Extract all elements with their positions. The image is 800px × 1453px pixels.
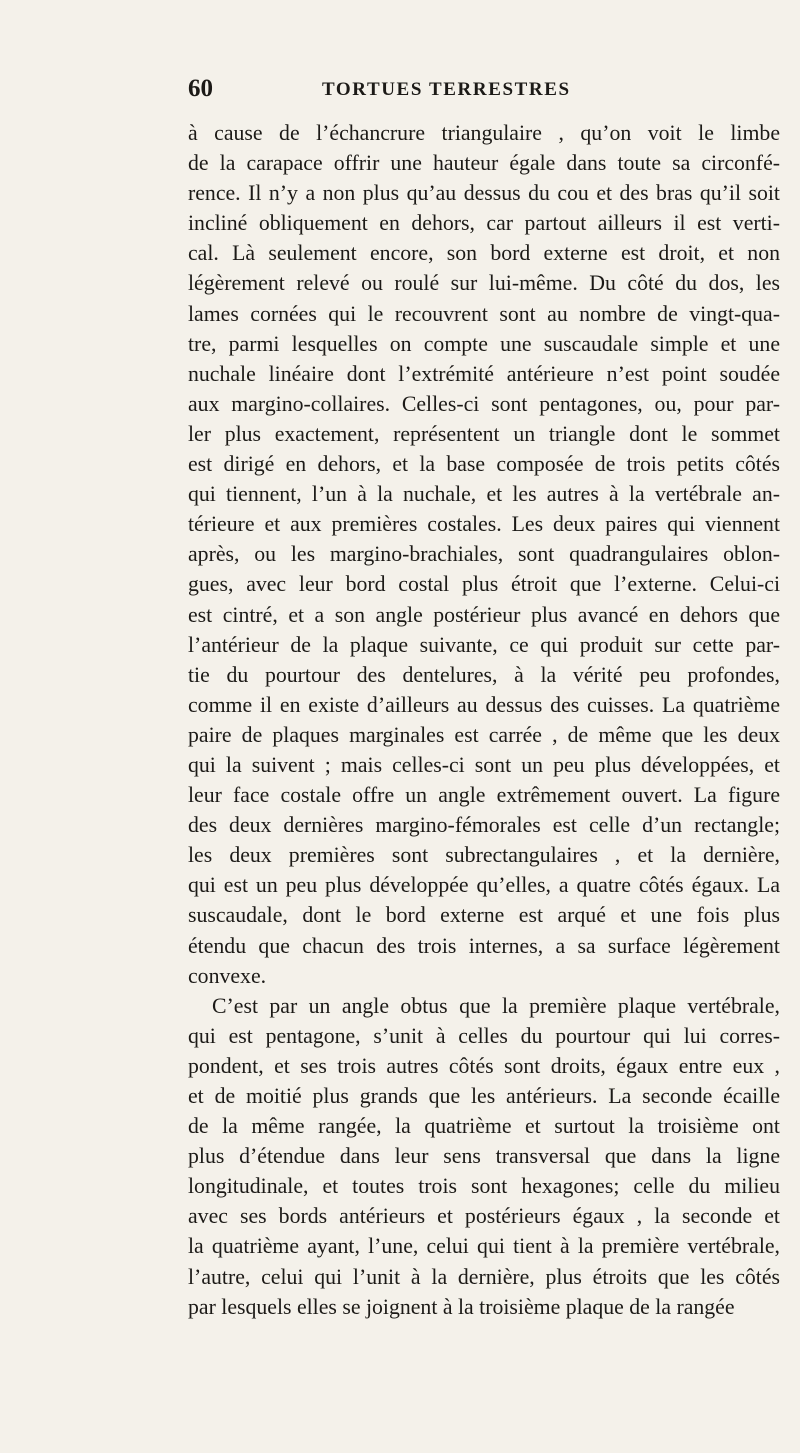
text-line: avec ses bords antérieurs et postérieurs égaux , la seconde et: [188, 1204, 780, 1229]
text-line: paire de plaques marginales est carrée , de même que les deux: [188, 722, 780, 747]
text-line: légèrement relevé ou roulé sur lui-même. Du côté du dos, les: [188, 271, 780, 296]
running-title: TORTUES TERRESTRES: [322, 79, 571, 100]
body-text: [188, 118, 780, 1322]
text-line: qui est pentagone, s’unit à celles du pourtour qui lui corres-: [188, 1023, 780, 1048]
text-line: qui tiennent, l’un à la nuchale, et les autres à la vertébrale an-: [188, 482, 780, 507]
text-line: térieure et aux premières costales. Les deux paires qui viennent: [188, 512, 780, 537]
text-line: qui est un peu plus développée qu’elles, a quatre côtés égaux. La: [188, 873, 780, 898]
text-line: aux margino-collaires. Celles-ci sont pentagones, ou, pour par-: [188, 391, 780, 416]
text-line: pondent, et ses trois autres côtés sont droits, égaux entre eux ,: [188, 1053, 780, 1078]
text-line: incliné obliquement en dehors, car partout ailleurs il est verti-: [188, 211, 780, 236]
text-line: cal. Là seulement encore, son bord externe est droit, et non: [188, 241, 780, 266]
text-line: lames cornées qui le recouvrent sont au nombre de vingt-qua-: [188, 301, 780, 326]
text-line: comme il en existe d’ailleurs au dessus des cuisses. La quatrième: [188, 692, 780, 717]
page-number: 60: [188, 75, 213, 102]
text-line: par lesquels elles se joignent à la troisième plaque de la rangée: [188, 1294, 735, 1319]
text-line: la quatrième ayant, l’une, celui qui tient à la première vertébrale,: [188, 1234, 780, 1259]
text-line: longitudinale, et toutes trois sont hexagones; celle du milieu: [188, 1174, 780, 1199]
text-line: rence. Il n’y a non plus qu’au dessus du cou et des bras qu’il soit: [188, 181, 780, 206]
text-line: ler plus exactement, représentent un triangle dont le sommet: [188, 421, 780, 446]
text-line: qui la suivent ; mais celles-ci sont un peu plus développées, et: [188, 752, 780, 777]
text-line: tre, parmi lesquelles on compte une suscaudale simple et une: [188, 331, 780, 356]
text-line: gues, avec leur bord costal plus étroit que l’externe. Celui-ci: [188, 572, 780, 597]
paragraph: [188, 991, 780, 1322]
text-line: C’est par un angle obtus que la première plaque vertébrale,: [212, 993, 780, 1018]
text-line: est cintré, et a son angle postérieur plus avancé en dehors que: [188, 602, 780, 627]
page-header: [188, 74, 778, 104]
text-line: leur face costale offre un angle extrêmement ouvert. La figure: [188, 783, 780, 808]
text-line: plus d’étendue dans leur sens transversal que dans la ligne: [188, 1144, 780, 1169]
paragraph: [188, 118, 780, 991]
text-line: des deux dernières margino-fémorales est celle d’un rectangle;: [188, 813, 780, 838]
text-line: convexe.: [188, 963, 267, 988]
text-line: l’autre, celui qui l’unit à la dernière, plus étroits que les côtés: [188, 1264, 780, 1289]
text-line: suscaudale, dont le bord externe est arqué et une fois plus: [188, 903, 780, 928]
text-line: l’antérieur de la plaque suivante, ce qui produit sur cette par-: [188, 632, 780, 657]
text-line: de la même rangée, la quatrième et surtout la troisième ont: [188, 1114, 780, 1139]
text-line: de la carapace offrir une hauteur égale dans toute sa circonfé-: [188, 151, 780, 176]
text-line: tie du pourtour des dentelures, à la vérité peu profondes,: [188, 662, 780, 687]
text-line: nuchale linéaire dont l’extrémité antérieure n’est point soudée: [188, 361, 780, 386]
text-line: est dirigé en dehors, et la base composée de trois petits côtés: [188, 452, 780, 477]
text-line: après, ou les margino-brachiales, sont quadrangulaires oblon-: [188, 542, 780, 567]
text-line: à cause de l’échancrure triangulaire , qu’on voit le limbe: [188, 121, 780, 145]
text-line: étendu que chacun des trois internes, a sa surface légèrement: [188, 933, 780, 958]
text-line: et de moitié plus grands que les antérieurs. La seconde écaille: [188, 1084, 780, 1108]
text-line: les deux premières sont subrectangulaires , et la dernière,: [188, 843, 780, 868]
